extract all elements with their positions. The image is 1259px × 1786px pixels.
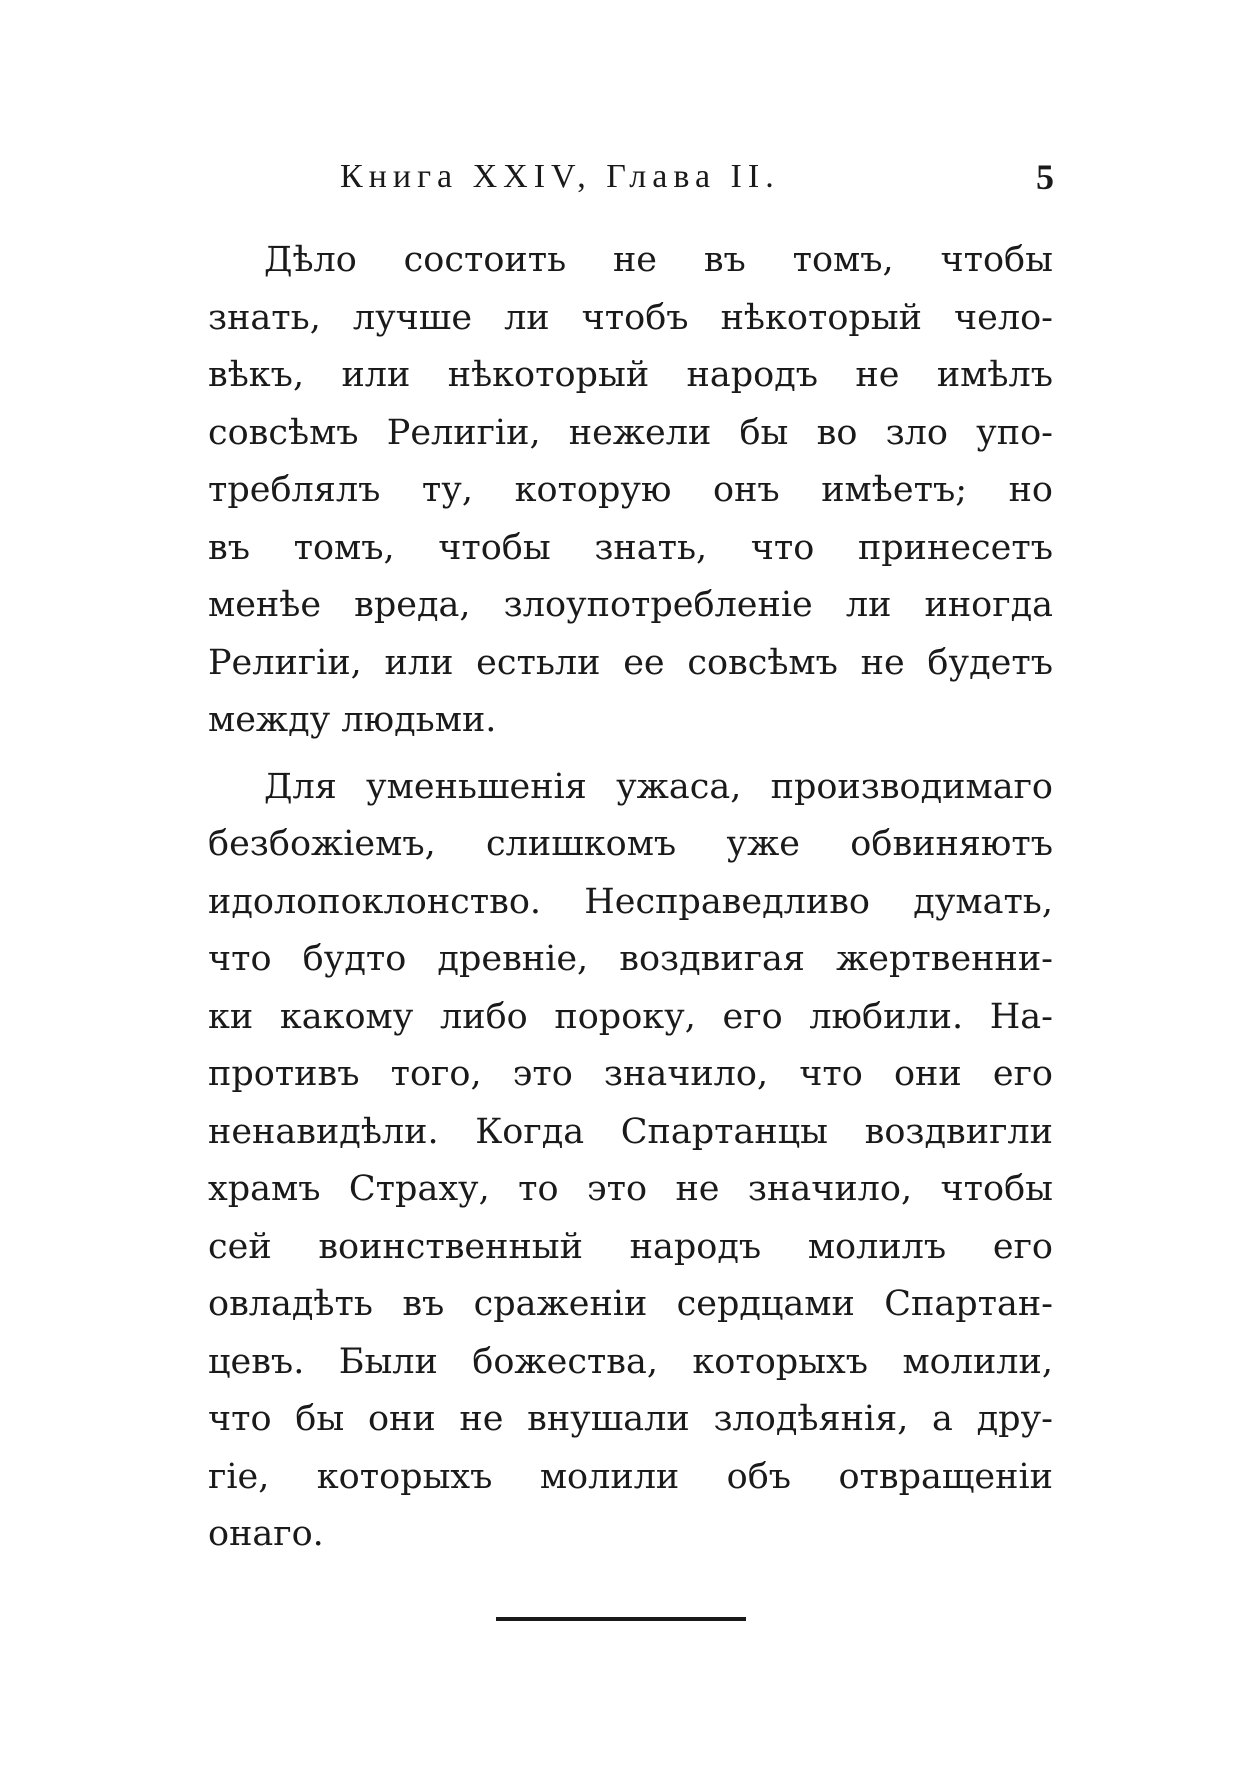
text-line: безбожіемъ, слишкомъ уже обвиняютъ [208,824,1053,864]
text-line: что бы они не внушали злодѣянія, а дру- [208,1399,1053,1439]
text-line: храмъ Страху, то это не значило, чтобы [208,1169,1053,1209]
text-line: ки какому либо пороку, его любили. На- [208,996,1053,1037]
text-line: вѣкъ, или нѣкоторый народъ не имѣлъ [208,355,1053,395]
text-line: треблялъ ту, которую онъ имѣетъ; но [208,470,1053,510]
text-line: Для уменьшенія ужаса, производимаго [264,766,1053,807]
page-number: 5 [1036,157,1054,197]
text-line: знать, лучше ли чтобъ нѣкоторый чело- [208,297,1053,338]
running-head: Книга XXIV, Глава II. [340,158,780,195]
text-line: идолопоклонство. Несправедливо думать, [208,881,1053,922]
paragraph-1 [208,232,1053,750]
text-line: гіе, которыхъ молили объ отвращеніи [208,1456,1053,1497]
text-line: онаго. [208,1514,324,1554]
text-line: менѣе вреда, злоупотребленіе ли иногда [208,585,1053,625]
text-line: Дѣло состоить не въ томъ, чтобы [264,240,1053,280]
section-end-rule [496,1617,746,1621]
text-line: овладѣть въ сраженіи сердцами Спартан- [208,1284,1053,1324]
text-line: противъ того, это значило, что они его [208,1054,1053,1094]
text-line: что будто древніе, воздвигая жертвенни- [208,939,1053,979]
body-text [208,232,1053,1564]
text-line: Религіи, или естьли ее совсѣмъ не будетъ [208,642,1053,683]
text-line: сей воинственный народъ молилъ его [208,1226,1053,1267]
text-line: совсѣмъ Религіи, нежели бы во зло упо- [208,412,1053,453]
text-line: въ томъ, чтобы знать, что принесетъ [208,527,1053,568]
text-line: между людьми. [208,700,497,740]
paragraph-2 [208,759,1053,1564]
text-line: ненавидѣли. Когда Спартанцы воздвигли [208,1111,1053,1152]
paragraph-gap [208,750,1053,759]
text-line: цевъ. Были божества, которыхъ молили, [208,1341,1053,1382]
